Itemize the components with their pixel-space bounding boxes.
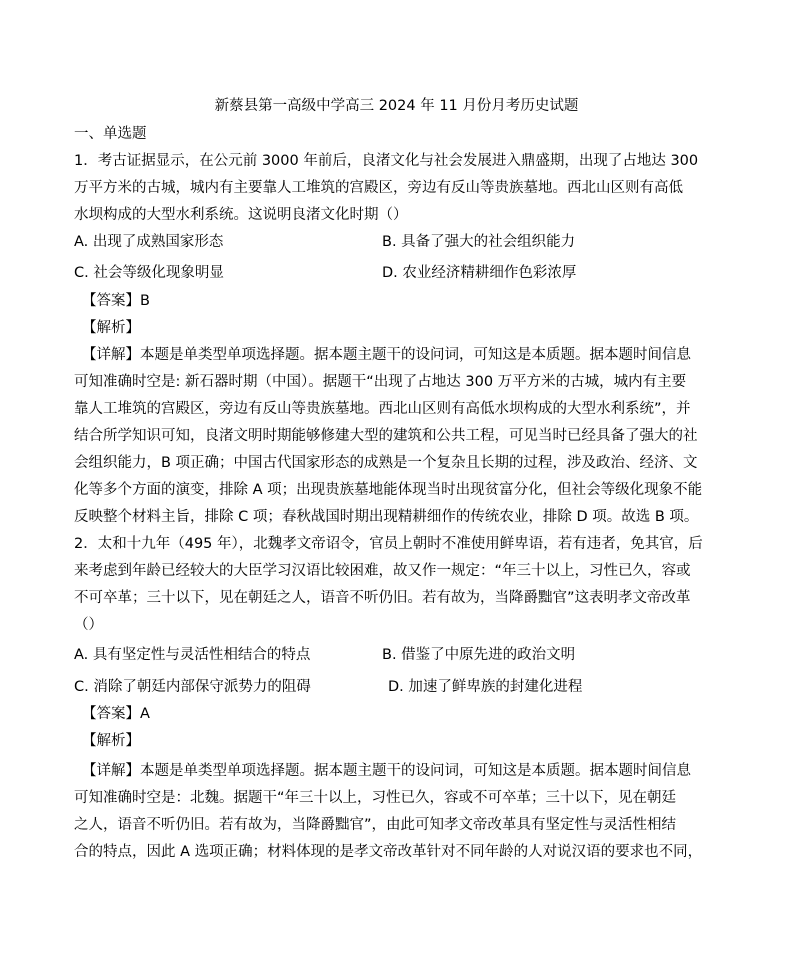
q2-analysis-label: 【解析】 (82, 733, 140, 749)
q2-stem-line-4: （） (74, 617, 103, 633)
q2-option-d: D. 加速了鲜卑族的封建化进程 (388, 679, 583, 695)
q1-answer-value: B (140, 293, 150, 309)
q2-detail-line-1: 【详解】本题是单类型单项选择题。据本题主题干的设问词，可知这是本质题。据本题时间信息 (82, 763, 691, 779)
q1-detail-line-4: 结合所学知识可知，良渚文明时期能够修建大型的建筑和公共工程，可见当时已经具备了强大的社 (74, 428, 698, 444)
q1-detail-line-3: 靠人工堆筑的宫殿区，旁边有反山等贵族墓地。西北山区则有高低水坝构成的大型水利系统”，并 (74, 401, 691, 417)
q1-option-a: A. 出现了成熟国家形态 (74, 234, 224, 250)
q1-option-c: C. 社会等级化现象明显 (74, 265, 224, 281)
q1-detail-line-6: 化等多个方面的演变，排除 A 项；出现贵族墓地能体现当时出现贫富分化，但社会等级化现象不能 (74, 482, 703, 498)
page-title: 新蔡县第一高级中学高三 2024 年 11 月份月考历史试题 (214, 98, 579, 114)
q1-option-d: D. 农业经济精耕细作色彩浓厚 (382, 265, 577, 281)
q2-answer-label: 【答案】 (82, 706, 140, 722)
q2-stem-line-3: 不可卒革；三十以下，见在朝廷之人，语音不听仍旧。若有故为，当降爵黜官”这表明孝文帝改革 (74, 590, 691, 606)
q1-stem-line-2: 万平方米的古城，城内有主要靠人工堆筑的宫殿区，旁边有反山等贵族墓地。西北山区则有高低 (74, 180, 683, 196)
q1-option-b: B. 具备了强大的社会组织能力 (382, 234, 576, 250)
q1-stem-line-1: 1．考古证据显示，在公元前 3000 年前后，良渚文化与社会发展进入鼎盛期，出现了占地达 300 (74, 153, 699, 169)
q2-answer (82, 704, 150, 724)
q2-detail-line-4: 合的特点，因此 A 选项正确；材料体现的是孝文帝改革针对不同年龄的人对说汉语的要求也不同， (74, 844, 703, 860)
q2-option-c: C. 消除了朝廷内部保守派势力的阻碍 (74, 679, 311, 695)
q2-stem-line-1: 2．太和十九年（495 年），北魏孝文帝诏令，官员上朝时不准使用鲜卑语，若有违者，免其官，后 (74, 536, 703, 552)
section-heading: 一、单选题 (74, 126, 147, 142)
q1-stem-line-3: 水坝构成的大型水利系统。这说明良渚文化时期（） (74, 207, 408, 223)
q2-stem-line-2: 来考虑到年龄已经较大的大臣学习汉语比较困难，故又作一规定：“年三十以上，习性已久，容或 (74, 563, 691, 579)
q1-detail-line-7: 反映整个材料主旨，排除 C 项；春秋战国时期出现精耕细作的传统农业，排除 D 项。故选 B 项。 (74, 509, 699, 525)
q2-answer-value: A (140, 706, 150, 722)
q2-option-a: A. 具有坚定性与灵活性相结合的特点 (74, 647, 311, 663)
q1-detail-line-5: 会组织能力，B 项正确；中国古代国家形态的成熟是一个复杂且长期的过程，涉及政治、经济、文 (74, 455, 698, 471)
q1-answer (82, 291, 150, 311)
q1-detail-line-1: 【详解】本题是单类型单项选择题。据本题主题干的设问词，可知这是本质题。据本题时间信息 (82, 347, 691, 363)
q2-option-b: B. 借鉴了中原先进的政治文明 (382, 647, 576, 663)
q2-detail-line-3: 之人，语音不听仍旧。若有故为，当降爵黜官”，由此可知孝文帝改革具有坚定性与灵活性相结 (74, 817, 677, 833)
q1-detail-line-2: 可知准确时空是: 新石器时期（中国）。据题干“出现了占地达 300 万平方米的古城，城内有主要 (74, 374, 687, 390)
q2-detail-line-2: 可知准确时空是：北魏。据题干“年三十以上，习性已久，容或不可卒革；三十以下，见在朝廷 (74, 790, 677, 806)
q1-answer-label: 【答案】 (82, 293, 140, 309)
q1-analysis-label: 【解析】 (82, 320, 140, 336)
